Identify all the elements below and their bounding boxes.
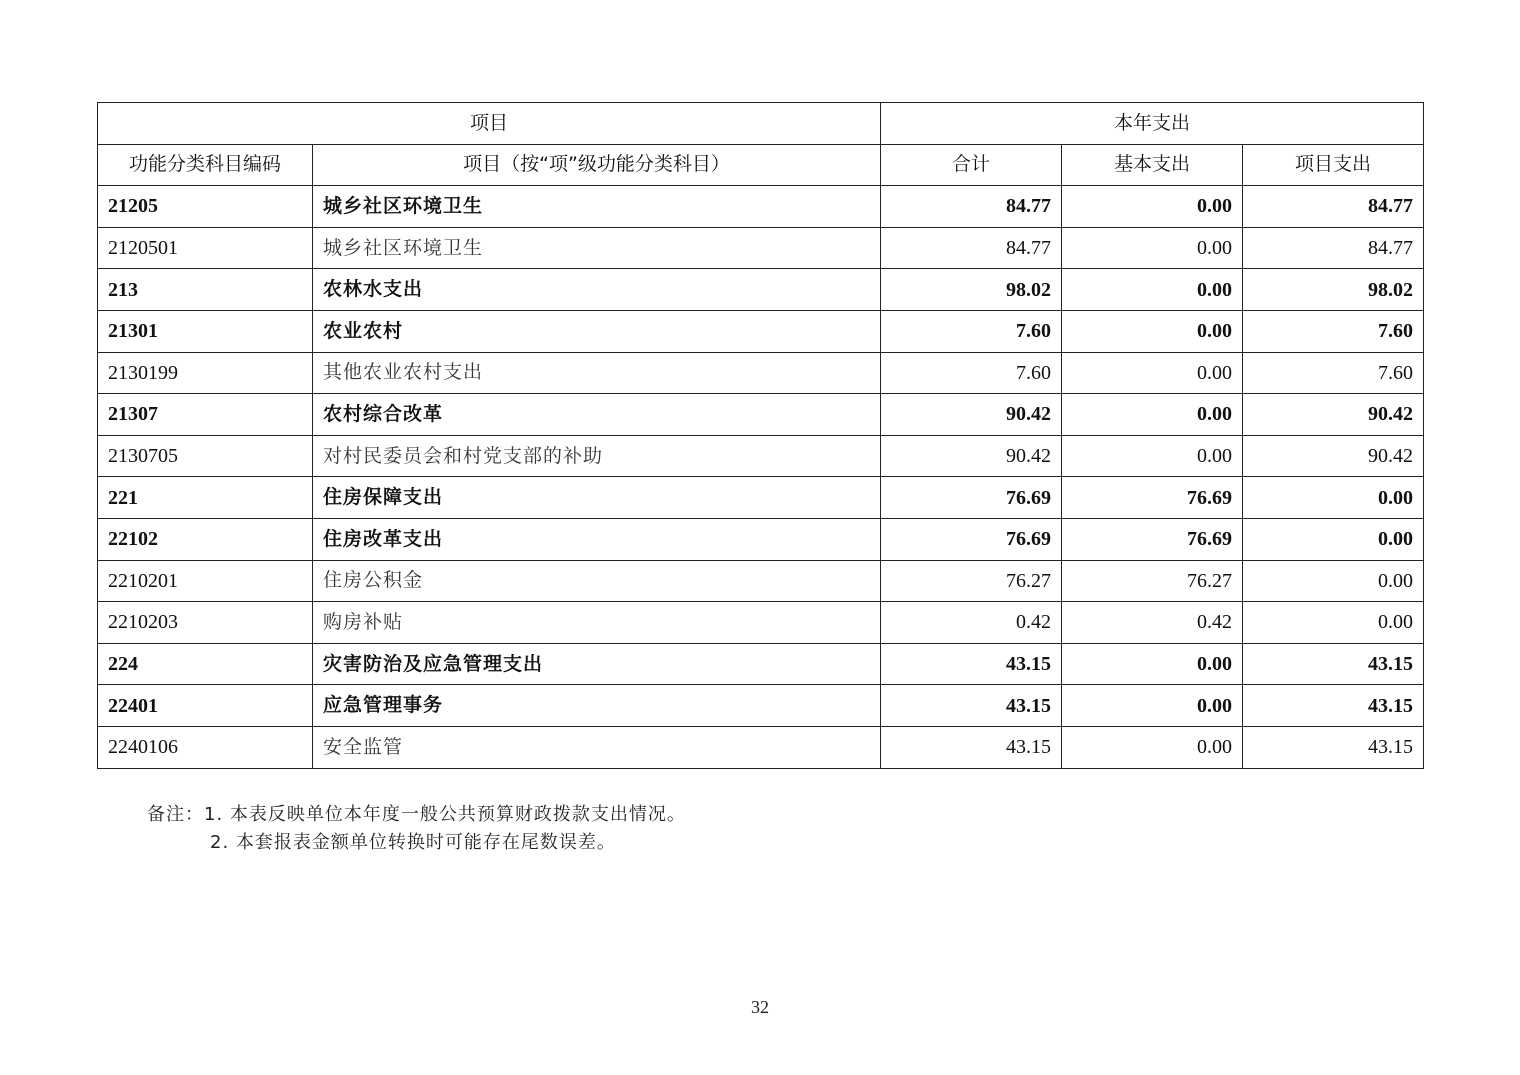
table-row <box>98 643 1424 685</box>
total-cell: 76.69 <box>881 518 1062 560</box>
name-cell: 住房保障支出 <box>313 477 881 519</box>
page-number: 32 <box>751 997 769 1017</box>
basic-cell: 0.42 <box>1062 602 1243 644</box>
header-code: 功能分类科目编码 <box>98 144 313 186</box>
project-cell: 7.60 <box>1243 310 1424 352</box>
table-row <box>98 685 1424 727</box>
code-cell: 2120501 <box>98 227 313 269</box>
basic-cell: 76.27 <box>1062 560 1243 602</box>
table-row <box>98 310 1424 352</box>
note-line-2: 2. 本套报表金额单位转换时可能存在尾数误差。 <box>210 832 616 853</box>
name-cell: 应急管理事务 <box>313 685 881 727</box>
total-cell: 90.42 <box>881 435 1062 477</box>
project-cell: 0.00 <box>1243 560 1424 602</box>
code-cell: 2130705 <box>98 435 313 477</box>
table-row <box>98 560 1424 602</box>
total-cell: 76.69 <box>881 477 1062 519</box>
project-cell: 0.00 <box>1243 477 1424 519</box>
code-cell: 22102 <box>98 518 313 560</box>
project-cell: 90.42 <box>1243 394 1424 436</box>
table-row <box>98 269 1424 311</box>
name-cell: 城乡社区环境卫生 <box>313 186 881 228</box>
table-row <box>98 227 1424 269</box>
project-cell: 98.02 <box>1243 269 1424 311</box>
table-row <box>98 518 1424 560</box>
header-row-1 <box>98 103 1424 145</box>
name-cell: 农业农村 <box>313 310 881 352</box>
basic-cell: 0.00 <box>1062 269 1243 311</box>
code-cell: 2130199 <box>98 352 313 394</box>
total-cell: 84.77 <box>881 227 1062 269</box>
note-line-1: 备注：1. 本表反映单位本年度一般公共预算财政拨款支出情况。 <box>147 804 686 825</box>
project-cell: 43.15 <box>1243 685 1424 727</box>
name-cell: 其他农业农村支出 <box>313 352 881 394</box>
project-cell: 43.15 <box>1243 726 1424 768</box>
basic-cell: 0.00 <box>1062 227 1243 269</box>
table-row <box>98 602 1424 644</box>
code-cell: 2210201 <box>98 560 313 602</box>
header-project-expense: 项目支出 <box>1243 144 1424 186</box>
table-row <box>98 477 1424 519</box>
project-cell: 0.00 <box>1243 518 1424 560</box>
basic-cell: 0.00 <box>1062 352 1243 394</box>
code-cell: 224 <box>98 643 313 685</box>
code-cell: 21307 <box>98 394 313 436</box>
total-cell: 43.15 <box>881 643 1062 685</box>
basic-cell: 0.00 <box>1062 685 1243 727</box>
code-cell: 21205 <box>98 186 313 228</box>
name-cell: 农村综合改革 <box>313 394 881 436</box>
total-cell: 76.27 <box>881 560 1062 602</box>
code-cell: 2240106 <box>98 726 313 768</box>
code-cell: 213 <box>98 269 313 311</box>
project-cell: 84.77 <box>1243 227 1424 269</box>
name-cell: 农林水支出 <box>313 269 881 311</box>
total-cell: 90.42 <box>881 394 1062 436</box>
name-cell: 灾害防治及应急管理支出 <box>313 643 881 685</box>
basic-cell: 76.69 <box>1062 477 1243 519</box>
basic-cell: 76.69 <box>1062 518 1243 560</box>
project-cell: 7.60 <box>1243 352 1424 394</box>
name-cell: 购房补贴 <box>313 602 881 644</box>
header-project: 项目 <box>98 103 881 145</box>
total-cell: 7.60 <box>881 310 1062 352</box>
code-cell: 21301 <box>98 310 313 352</box>
basic-cell: 0.00 <box>1062 310 1243 352</box>
project-cell: 0.00 <box>1243 602 1424 644</box>
total-cell: 43.15 <box>881 685 1062 727</box>
name-cell: 安全监管 <box>313 726 881 768</box>
header-current-year-expense: 本年支出 <box>881 103 1424 145</box>
total-cell: 43.15 <box>881 726 1062 768</box>
table-row <box>98 726 1424 768</box>
basic-cell: 0.00 <box>1062 643 1243 685</box>
project-cell: 43.15 <box>1243 643 1424 685</box>
total-cell: 84.77 <box>881 186 1062 228</box>
basic-cell: 0.00 <box>1062 394 1243 436</box>
code-cell: 22401 <box>98 685 313 727</box>
code-cell: 2210203 <box>98 602 313 644</box>
table-row <box>98 435 1424 477</box>
header-basic: 基本支出 <box>1062 144 1243 186</box>
name-cell: 对村民委员会和村党支部的补助 <box>313 435 881 477</box>
table-row <box>98 394 1424 436</box>
code-cell: 221 <box>98 477 313 519</box>
total-cell: 0.42 <box>881 602 1062 644</box>
basic-cell: 0.00 <box>1062 186 1243 228</box>
name-cell: 城乡社区环境卫生 <box>313 227 881 269</box>
notes <box>147 801 686 857</box>
project-cell: 90.42 <box>1243 435 1424 477</box>
table-row <box>98 186 1424 228</box>
basic-cell: 0.00 <box>1062 726 1243 768</box>
basic-cell: 0.00 <box>1062 435 1243 477</box>
total-cell: 98.02 <box>881 269 1062 311</box>
name-cell: 住房改革支出 <box>313 518 881 560</box>
budget-table <box>97 102 1424 769</box>
table-row <box>98 352 1424 394</box>
name-cell: 住房公积金 <box>313 560 881 602</box>
header-item: 项目（按“项”级功能分类科目） <box>313 144 881 186</box>
total-cell: 7.60 <box>881 352 1062 394</box>
header-total: 合计 <box>881 144 1062 186</box>
header-row-2 <box>98 144 1424 186</box>
project-cell: 84.77 <box>1243 186 1424 228</box>
